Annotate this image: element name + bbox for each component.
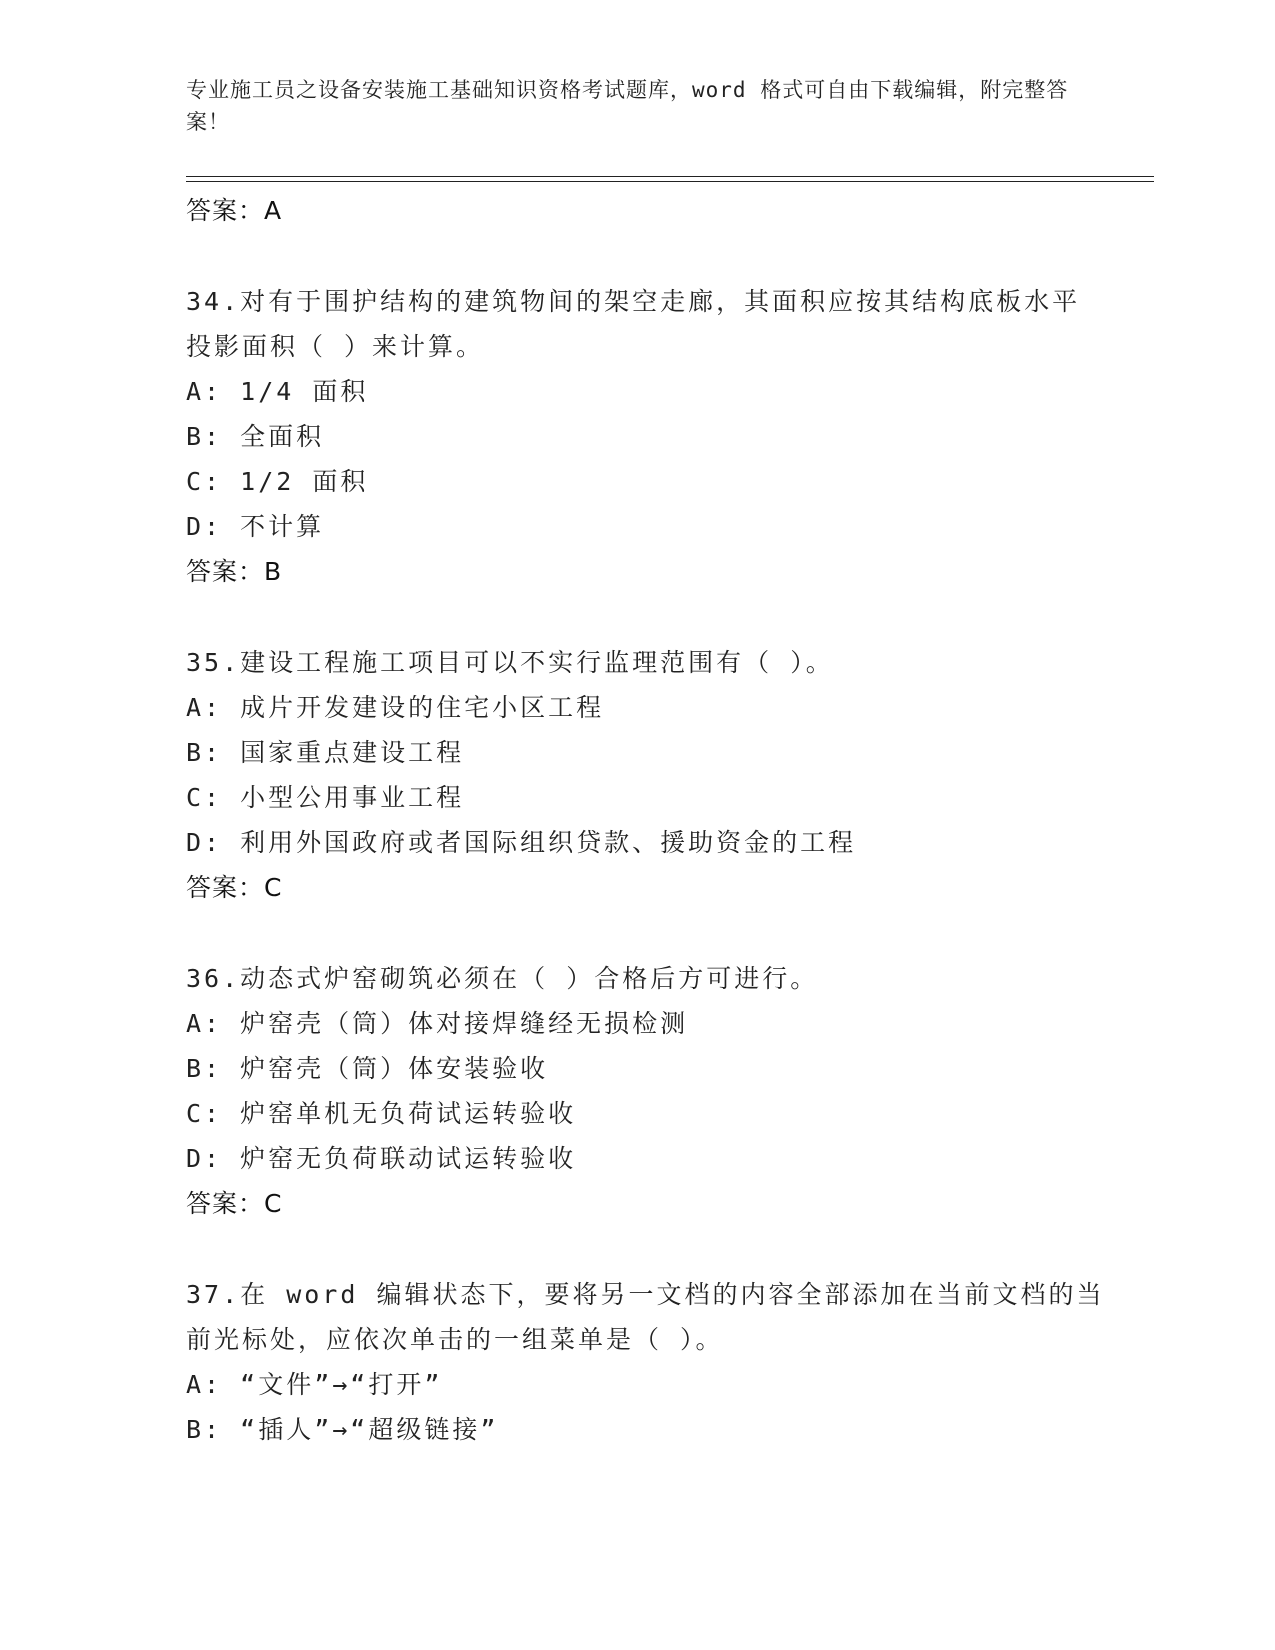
question-text: 34.对有于围护结构的建筑物间的架空走廊，其面积应按其结构底板水平投影面积（ ）来计算。 bbox=[186, 287, 1081, 361]
option-b: B: “插人”→“超级链接” bbox=[186, 1415, 499, 1444]
option-a: A: “文件”→“打开” bbox=[186, 1370, 443, 1399]
option-a: A: 1/4 面积 bbox=[186, 377, 369, 406]
question-36 bbox=[186, 956, 1106, 1226]
header-rule-top bbox=[186, 176, 1154, 177]
option-a: A: 成片开发建设的住宅小区工程 bbox=[186, 693, 605, 722]
header-note: 专业施工员之设备安装施工基础知识资格考试题库，word 格式可自由下载编辑，附完整答案！ bbox=[186, 78, 1069, 134]
option-c: C: 小型公用事业工程 bbox=[186, 783, 465, 812]
option-c: C: 1/2 面积 bbox=[186, 467, 369, 496]
question-text: 35.建设工程施工项目可以不实行监理范围有（ ）。 bbox=[186, 648, 834, 677]
option-d: D: 利用外国政府或者国际组织贷款、援助资金的工程 bbox=[186, 828, 857, 857]
option-b: B: 炉窑壳（筒）体安装验收 bbox=[186, 1054, 549, 1083]
header-rule-bottom bbox=[186, 181, 1154, 182]
option-a: A: 炉窑壳（筒）体对接焊缝经无损检测 bbox=[186, 1009, 689, 1038]
question-list bbox=[186, 188, 1106, 1452]
question-35 bbox=[186, 640, 1106, 910]
question-text: 37.在 word 编辑状态下，要将另一文档的内容全部添加在当前文档的当前光标处，应依次单击的一组菜单是（ ）。 bbox=[186, 1280, 1105, 1354]
option-d: D: 不计算 bbox=[186, 512, 325, 541]
option-c: C: 炉窑单机无负荷试运转验收 bbox=[186, 1099, 577, 1128]
option-d: D: 炉窑无负荷联动试运转验收 bbox=[186, 1144, 577, 1173]
option-b: B: 全面积 bbox=[186, 422, 325, 451]
option-b: B: 国家重点建设工程 bbox=[186, 738, 465, 767]
answer-line: 答案：C bbox=[186, 873, 283, 902]
answer-line: 答案：A bbox=[186, 196, 283, 225]
question-text: 36.动态式炉窑砌筑必须在（ ）合格后方可进行。 bbox=[186, 964, 819, 993]
question-34 bbox=[186, 279, 1106, 594]
answer-line: 答案：C bbox=[186, 1189, 283, 1218]
question-37 bbox=[186, 1272, 1106, 1452]
answer-line: 答案：B bbox=[186, 557, 283, 586]
